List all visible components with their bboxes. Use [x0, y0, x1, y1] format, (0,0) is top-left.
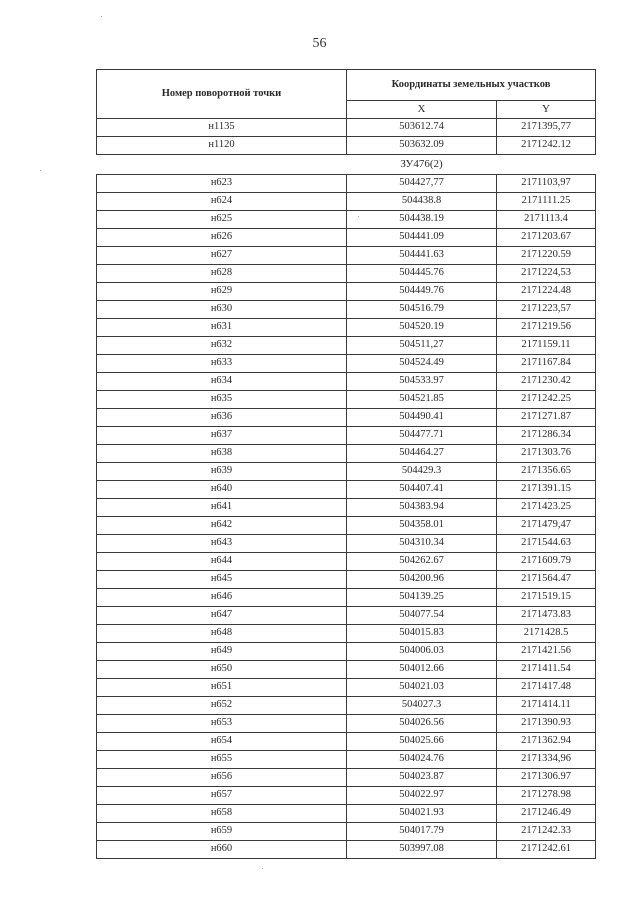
table-row — [97, 391, 596, 409]
y-coordinate-cell: 2171111.25 — [497, 193, 596, 211]
x-coordinate-cell: 504023.87 — [347, 769, 497, 787]
table-row — [97, 409, 596, 427]
y-coordinate-cell: 2171479,47 — [497, 517, 596, 535]
y-coordinate-cell: 2171390.93 — [497, 715, 596, 733]
y-coordinate-cell: 2171428.5 — [497, 625, 596, 643]
table-row — [97, 481, 596, 499]
point-number-cell: н1120 — [97, 137, 347, 155]
table-row — [97, 787, 596, 805]
point-number-cell: н646 — [97, 589, 347, 607]
table-row — [97, 119, 596, 137]
point-number-cell: н652 — [97, 697, 347, 715]
y-coordinate-cell: 2171230.42 — [497, 373, 596, 391]
y-coordinate-cell: 2171303.76 — [497, 445, 596, 463]
y-coordinate-cell: 2171242.33 — [497, 823, 596, 841]
y-coordinate-cell: 2171544.63 — [497, 535, 596, 553]
x-coordinate-cell: 504310.34 — [347, 535, 497, 553]
scan-speck — [40, 170, 41, 171]
table-row — [97, 137, 596, 155]
x-coordinate-cell: 504017.79 — [347, 823, 497, 841]
y-column-header: Y — [497, 101, 596, 119]
y-coordinate-cell: 2171609.79 — [497, 553, 596, 571]
point-number-cell: н644 — [97, 553, 347, 571]
table-header — [97, 70, 596, 119]
x-coordinate-cell: 504383.94 — [347, 499, 497, 517]
point-number-cell: н658 — [97, 805, 347, 823]
x-coordinate-cell: 504015.83 — [347, 625, 497, 643]
y-coordinate-cell: 2171423.25 — [497, 499, 596, 517]
table-row — [97, 823, 596, 841]
y-coordinate-cell: 2171113.4 — [497, 211, 596, 229]
table-row — [97, 643, 596, 661]
x-coordinate-cell: 503997.08 — [347, 841, 497, 859]
y-coordinate-cell: 2171414.11 — [497, 697, 596, 715]
table-row — [97, 229, 596, 247]
table-row — [97, 247, 596, 265]
section-gap-left — [97, 155, 347, 175]
y-coordinate-cell: 2171334,96 — [497, 751, 596, 769]
x-coordinate-cell: 504490.41 — [347, 409, 497, 427]
table-row — [97, 625, 596, 643]
point-number-cell: н654 — [97, 733, 347, 751]
table-row — [97, 265, 596, 283]
point-number-cell: н640 — [97, 481, 347, 499]
y-coordinate-cell: 2171223,57 — [497, 301, 596, 319]
table-row — [97, 355, 596, 373]
point-number-cell: н629 — [97, 283, 347, 301]
x-coordinate-cell: 504441.63 — [347, 247, 497, 265]
x-coordinate-cell: 504262.67 — [347, 553, 497, 571]
x-coordinate-cell: 504521.85 — [347, 391, 497, 409]
y-coordinate-cell: 2171242.12 — [497, 137, 596, 155]
x-coordinate-cell: 504021.93 — [347, 805, 497, 823]
point-number-cell: н628 — [97, 265, 347, 283]
table-row — [97, 769, 596, 787]
point-number-cell: н623 — [97, 175, 347, 193]
scan-speck — [358, 216, 359, 217]
x-coordinate-cell: 504021.03 — [347, 679, 497, 697]
page-number: 56 — [312, 36, 327, 51]
table-row — [97, 211, 596, 229]
point-number-cell: н632 — [97, 337, 347, 355]
table-row — [97, 283, 596, 301]
x-coordinate-cell: 503612.74 — [347, 119, 497, 137]
coordinates-group-header: Координаты земельных участков — [347, 70, 596, 101]
table-row — [97, 589, 596, 607]
y-coordinate-cell: 2171246.49 — [497, 805, 596, 823]
x-coordinate-cell: 504438.8 — [347, 193, 497, 211]
point-number-cell: н651 — [97, 679, 347, 697]
y-coordinate-cell: 2171242.61 — [497, 841, 596, 859]
y-coordinate-cell: 2171167.84 — [497, 355, 596, 373]
y-coordinate-cell: 2171271.87 — [497, 409, 596, 427]
point-number-cell: н650 — [97, 661, 347, 679]
y-coordinate-cell: 2171473.83 — [497, 607, 596, 625]
point-number-cell: н627 — [97, 247, 347, 265]
section-label: ЗУ476(2) — [400, 158, 443, 170]
point-number-cell: н645 — [97, 571, 347, 589]
x-coordinate-cell: 504427,77 — [347, 175, 497, 193]
table-row — [97, 715, 596, 733]
x-coordinate-cell: 504520.19 — [347, 319, 497, 337]
x-coordinate-cell: 504026.56 — [347, 715, 497, 733]
point-number-cell: н657 — [97, 787, 347, 805]
point-number-cell: н653 — [97, 715, 347, 733]
table-row — [97, 517, 596, 535]
table-row — [97, 535, 596, 553]
y-coordinate-cell: 2171564.47 — [497, 571, 596, 589]
table-row — [97, 175, 596, 193]
x-coordinate-cell: 504022.97 — [347, 787, 497, 805]
table-row — [97, 571, 596, 589]
y-coordinate-cell: 2171219.56 — [497, 319, 596, 337]
x-coordinate-cell: 504024.76 — [347, 751, 497, 769]
scan-speck — [262, 868, 263, 869]
y-coordinate-cell: 2171411.54 — [497, 661, 596, 679]
x-coordinate-cell: 504012.66 — [347, 661, 497, 679]
y-coordinate-cell: 2171203.67 — [497, 229, 596, 247]
y-coordinate-cell: 2171159.11 — [497, 337, 596, 355]
x-coordinate-cell: 504477.71 — [347, 427, 497, 445]
table-row — [97, 499, 596, 517]
point-number-cell: н635 — [97, 391, 347, 409]
x-coordinate-cell: 504027.3 — [347, 697, 497, 715]
x-coordinate-cell: 504407.41 — [347, 481, 497, 499]
table-row — [97, 337, 596, 355]
point-number-cell: н642 — [97, 517, 347, 535]
x-coordinate-cell: 504516.79 — [347, 301, 497, 319]
table-row — [97, 733, 596, 751]
x-coordinate-cell: 504006.03 — [347, 643, 497, 661]
table-row — [97, 463, 596, 481]
point-number-cell: н624 — [97, 193, 347, 211]
y-coordinate-cell: 2171417.48 — [497, 679, 596, 697]
y-coordinate-cell: 2171391.15 — [497, 481, 596, 499]
x-coordinate-cell: 504533.97 — [347, 373, 497, 391]
point-number-cell: н647 — [97, 607, 347, 625]
point-number-cell: н637 — [97, 427, 347, 445]
x-coordinate-cell: 504441.09 — [347, 229, 497, 247]
x-coordinate-cell: 504429.3 — [347, 463, 497, 481]
point-number-cell: н643 — [97, 535, 347, 553]
point-number-cell: н655 — [97, 751, 347, 769]
point-number-cell: н648 — [97, 625, 347, 643]
y-coordinate-cell: 2171286.34 — [497, 427, 596, 445]
table-row — [97, 805, 596, 823]
y-coordinate-cell: 2171356.65 — [497, 463, 596, 481]
table-row — [97, 697, 596, 715]
point-number-cell: н638 — [97, 445, 347, 463]
point-number-cell: н625 — [97, 211, 347, 229]
y-coordinate-cell: 2171519.15 — [497, 589, 596, 607]
y-coordinate-cell: 2171278.98 — [497, 787, 596, 805]
table-row — [97, 607, 596, 625]
table-row — [97, 301, 596, 319]
coordinates-table — [96, 69, 596, 859]
x-coordinate-cell: 504449.76 — [347, 283, 497, 301]
y-coordinate-cell: 2171421.56 — [497, 643, 596, 661]
x-coordinate-cell: 503632.09 — [347, 137, 497, 155]
y-coordinate-cell: 2171362.94 — [497, 733, 596, 751]
point-number-cell: н659 — [97, 823, 347, 841]
table-row — [97, 553, 596, 571]
x-coordinate-cell: 504438.19 — [347, 211, 497, 229]
y-coordinate-cell: 2171306.97 — [497, 769, 596, 787]
point-number-cell: н633 — [97, 355, 347, 373]
y-coordinate-cell: 2171224,53 — [497, 265, 596, 283]
y-coordinate-cell: 2171395,77 — [497, 119, 596, 137]
point-number-cell: н636 — [97, 409, 347, 427]
y-coordinate-cell: 2171224.48 — [497, 283, 596, 301]
point-number-cell: н639 — [97, 463, 347, 481]
table-row — [97, 427, 596, 445]
table-row — [97, 319, 596, 337]
table-row — [97, 193, 596, 211]
y-coordinate-cell: 2171220.59 — [497, 247, 596, 265]
x-coordinate-cell: 504077.54 — [347, 607, 497, 625]
x-coordinate-cell: 504200.96 — [347, 571, 497, 589]
x-coordinate-cell: 504445.76 — [347, 265, 497, 283]
table-row — [97, 841, 596, 859]
point-number-cell: н656 — [97, 769, 347, 787]
table-row — [97, 661, 596, 679]
y-coordinate-cell: 2171103,97 — [497, 175, 596, 193]
scan-speck — [101, 16, 102, 17]
x-coordinate-cell: 504524.49 — [347, 355, 497, 373]
point-number-cell: н626 — [97, 229, 347, 247]
point-number-cell: н660 — [97, 841, 347, 859]
section-row — [97, 155, 596, 175]
y-coordinate-cell: 2171242.25 — [497, 391, 596, 409]
section-gap-right — [497, 155, 596, 175]
table-row — [97, 679, 596, 697]
table-row — [97, 445, 596, 463]
x-coordinate-cell: 504358.01 — [347, 517, 497, 535]
table-row — [97, 751, 596, 769]
x-coordinate-cell: 504139.25 — [347, 589, 497, 607]
point-number-cell: н649 — [97, 643, 347, 661]
x-column-header: X — [347, 101, 497, 119]
point-number-cell: н1135 — [97, 119, 347, 137]
point-number-cell: н634 — [97, 373, 347, 391]
table-body — [97, 119, 596, 859]
point-number-header: Номер поворотной точки — [97, 70, 347, 119]
table-row — [97, 373, 596, 391]
x-coordinate-cell: 504464.27 — [347, 445, 497, 463]
point-number-cell: н641 — [97, 499, 347, 517]
x-coordinate-cell: 504025.66 — [347, 733, 497, 751]
point-number-cell: н630 — [97, 301, 347, 319]
x-coordinate-cell: 504511,27 — [347, 337, 497, 355]
point-number-cell: н631 — [97, 319, 347, 337]
